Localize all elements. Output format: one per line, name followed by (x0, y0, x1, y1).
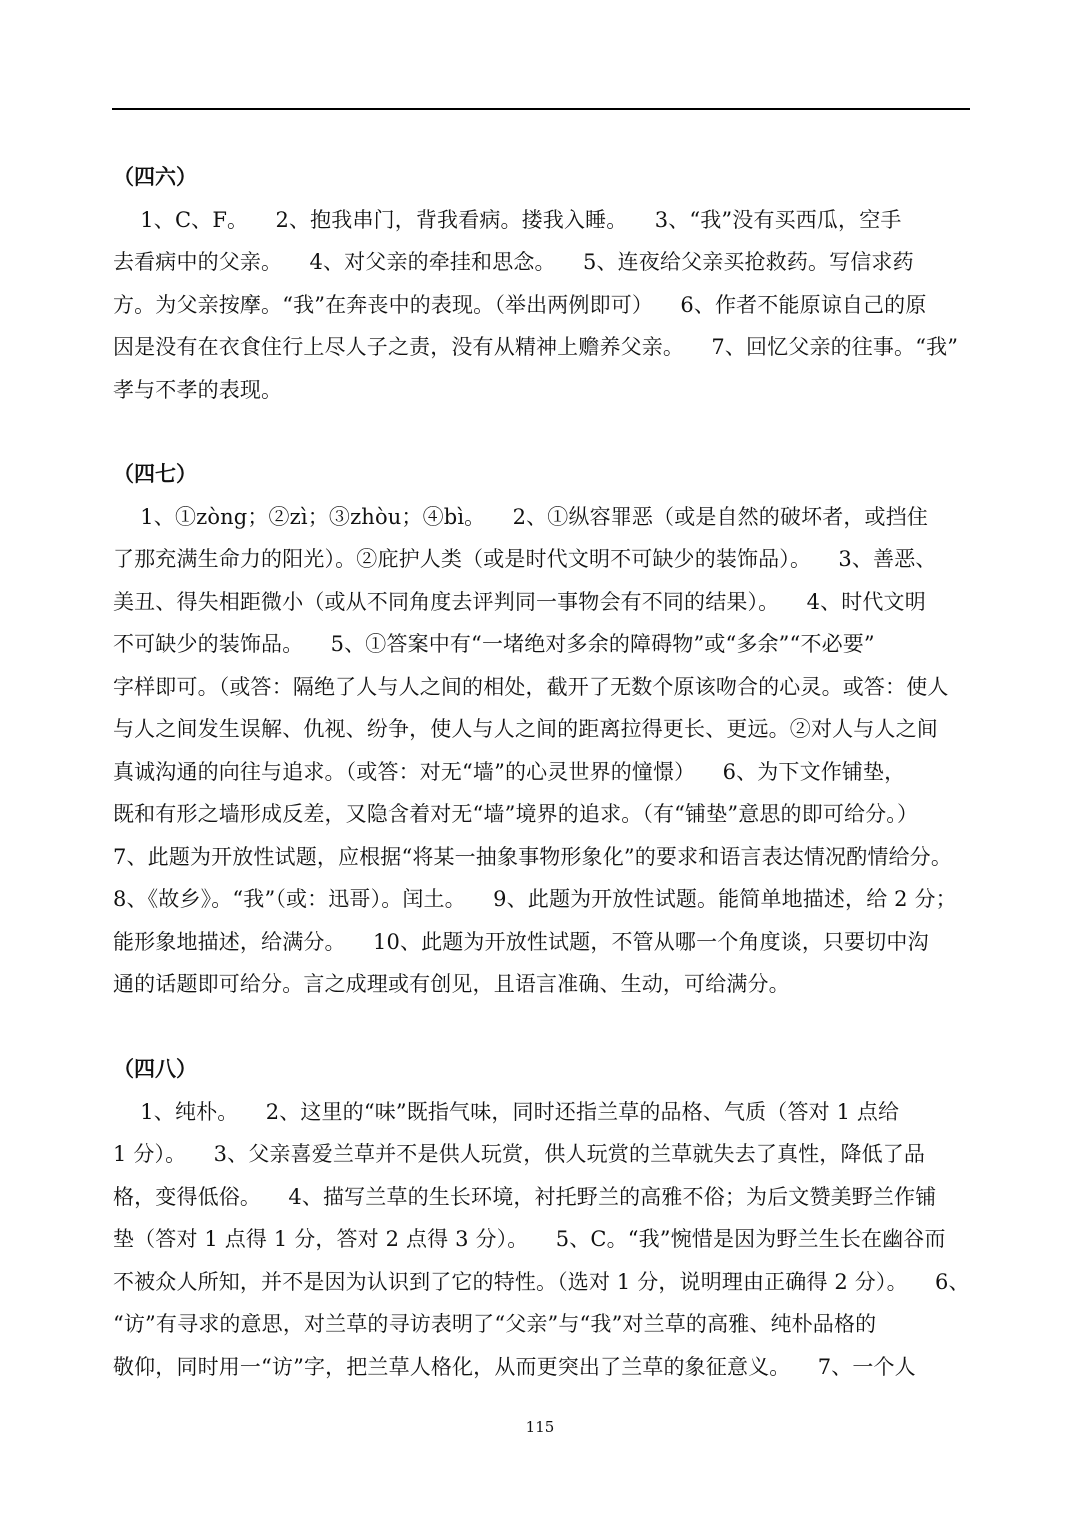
answer-line: 因是没有在衣食住行上尽人子之责，没有从精神上赡养父亲。 7、回忆父亲的往事。“我” (113, 335, 959, 359)
answer-line: 8、《故乡》。“我”（或：迅哥）。闰土。 9、此题为开放性试题。能简单地描述，给 2 分； (113, 887, 957, 911)
answer-line: 不可缺少的装饰品。 5、①答案中有“一堵绝对多余的障碍物”或“多余”“不必要” (113, 632, 875, 656)
section-heading: （四七） (113, 461, 197, 486)
answer-line: 垫（答对 1 点得 1 分，答对 2 点得 3 分）。 5、C。“我”惋惜是因为野兰生长在幽谷而 (113, 1227, 946, 1251)
answer-line: 通的话题即可给分。言之成理或有创见，且语言准确、生动，可给满分。 (113, 972, 790, 996)
page-number: 115 (525, 1418, 555, 1436)
answer-line: 字样即可。（或答：隔绝了人与人之间的相处，截开了无数个原该吻合的心灵。或答：使人 (113, 674, 949, 699)
section-heading: （四六） (113, 164, 197, 189)
answer-line: 能形象地描述，给满分。 10、此题为开放性试题，不管从哪一个角度谈，只要切中沟 (113, 929, 929, 954)
answer-line: 孝与不孝的表现。 (113, 377, 283, 402)
answer-line: 既和有形之墙形成反差，又隐含着对无“墙”境界的追求。（有“铺垫”意思的即可给分。） (113, 802, 919, 826)
header-rule (112, 108, 970, 110)
answer-line: 与人之间发生误解、仇视、纷争，使人与人之间的距离拉得更长、更远。②对人与人之间 (113, 717, 938, 741)
answer-line: 不被众人所知，并不是因为认识到了它的特性。（选对 1 分，说明理由正确得 2 分）。 6、 (113, 1269, 970, 1294)
answer-line: 美丑、得失相距微小（或从不同角度去评判同一事物会有不同的结果）。 4、时代文明 (113, 589, 926, 614)
answer-line: 7、此题为开放性试题，应根据“将某一抽象事物形象化”的要求和语言表达情况酌情给分。 (113, 844, 952, 869)
answer-line: 格，变得低俗。 4、描写兰草的生长环境，衬托野兰的高雅不俗；为后文赞美野兰作铺 (113, 1184, 937, 1209)
answer-line: 1、纯朴。 2、这里的“味”既指气味，同时还指兰草的品格、气质（答对 1 点给 (113, 1099, 900, 1124)
answer-line: 真诚沟通的向往与追求。（或答：对无“墙”的心灵世界的憧憬） 6、为下文作铺垫， (113, 759, 906, 784)
answer-line: 方。为父亲按摩。“我”在奔丧中的表现。（举出两例即可） 6、作者不能原谅自己的原 (113, 292, 927, 317)
answer-line: 1、C、F。 2、抱我串门，背我看病。搂我入睡。 3、“我”没有买西瓜，空手 (113, 207, 902, 232)
section-heading: （四八） (113, 1056, 197, 1081)
answer-line: 敬仰，同时用一“访”字，把兰草人格化，从而更突出了兰草的象征意义。 7、一个人 (113, 1354, 916, 1379)
answer-line: 1 分）。 3、父亲喜爱兰草并不是供人玩赏，供人玩赏的兰草就失去了真性，降低了品 (113, 1142, 926, 1166)
answer-line: 了那充满生命力的阳光）。②庇护人类（或是时代文明不可缺少的装饰品）。 3、善恶、 (113, 547, 937, 571)
answer-line: 1、①zòng；②zì；③zhòu；④bì。 2、①纵容罪恶（或是自然的破坏者，或挡住 (113, 504, 928, 529)
answer-line: 去看病中的父亲。 4、对父亲的牵挂和思念。 5、连夜给父亲买抢救药。写信求药 (113, 250, 914, 274)
answer-line: “访”有寻求的意思，对兰草的寻访表明了“父亲”与“我”对兰草的高雅、纯朴品格的 (113, 1312, 877, 1336)
